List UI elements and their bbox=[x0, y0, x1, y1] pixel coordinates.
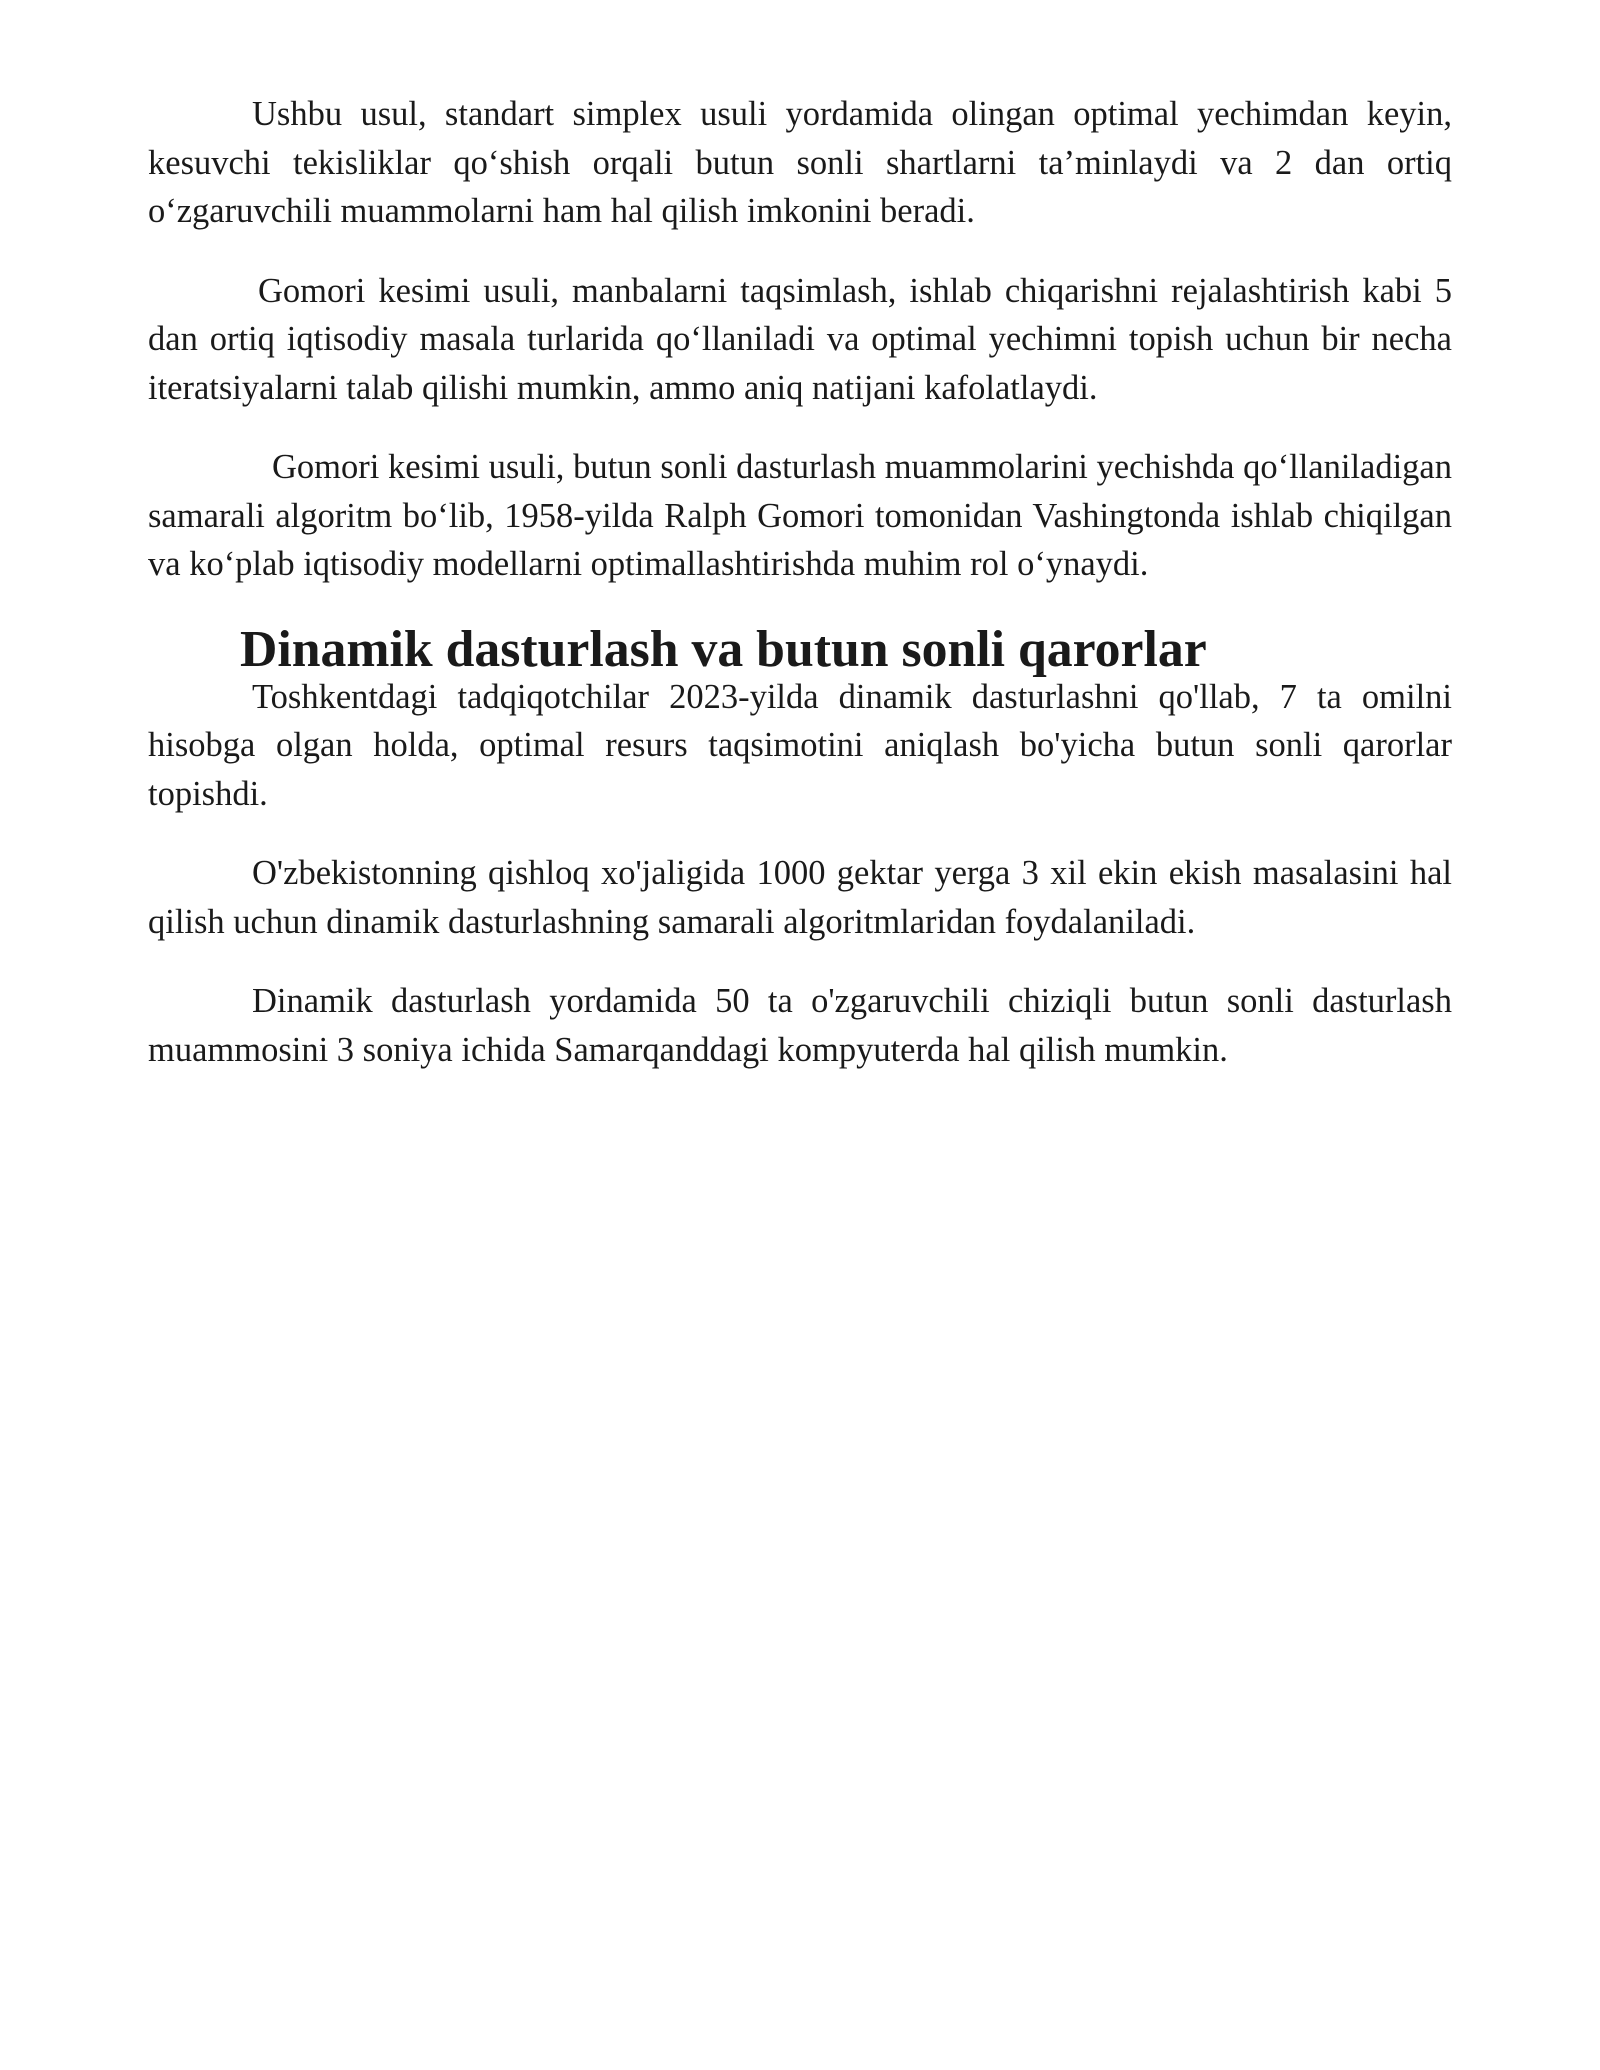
paragraph-tashkent-research: Toshkentdagi tadqiqotchilar 2023-yilda dinamik dasturlashni qo'llab, 7 ta omilni hisobga olgan holda, optimal resurs taqsimotini aniqlash bo'yicha butun sonli qarorlar topishdi. bbox=[148, 677, 1452, 813]
paragraph-gomori-history: Gomori kesimi usuli, butun sonli dasturlash muammolarini yechishda qo‘llaniladigan samarali algoritm bo‘lib, 1958-yilda Ralph Gomori tomonidan Vashingtonda ishlab chiqilgan va ko‘plab iqtisodiy modellarni optimallashtirishda muhim rol o‘ynaydi. bbox=[148, 448, 1452, 583]
paragraph-simplex-cutting-planes: Ushbu usul, standart simplex usuli yordamida olingan optimal yechimdan keyin, kesuvchi tekisliklar qo‘shish orqali butun sonli shartlarni ta’minlaydi va 2 dan ortiq o‘zgaruvchili muammolarni ham hal qilish imkonini beradi. bbox=[148, 95, 1452, 230]
document-body bbox=[148, 90, 1452, 1074]
paragraph-gomori-applications: Gomori kesimi usuli, manbalarni taqsimlash, ishlab chiqarishni rejalashtirish kabi 5 dan ortiq iqtisodiy masala turlarida qo‘llaniladi va optimal yechimni topish uchun bir necha iteratsiyalarni talab qilishi mumkin, ammo aniq natijani kafolatlaydi. bbox=[148, 271, 1452, 407]
paragraph-agriculture: O'zbekistonning qishloq xo'jaligida 1000 gektar yerga 3 xil ekin ekish masalasini hal qilish uchun dinamik dasturlashning samarali algoritmlaridan foydalaniladi. bbox=[148, 854, 1452, 941]
section-heading: Dinamik dasturlash va butun sonli qarorlar bbox=[240, 620, 1207, 678]
paragraph-samarkand-computer: Dinamik dasturlash yordamida 50 ta o'zgaruvchili chiziqli butun sonli dasturlash muammosini 3 soniya ichida Samarqanddagi kompyuterda hal qilish mumkin. bbox=[148, 982, 1452, 1069]
